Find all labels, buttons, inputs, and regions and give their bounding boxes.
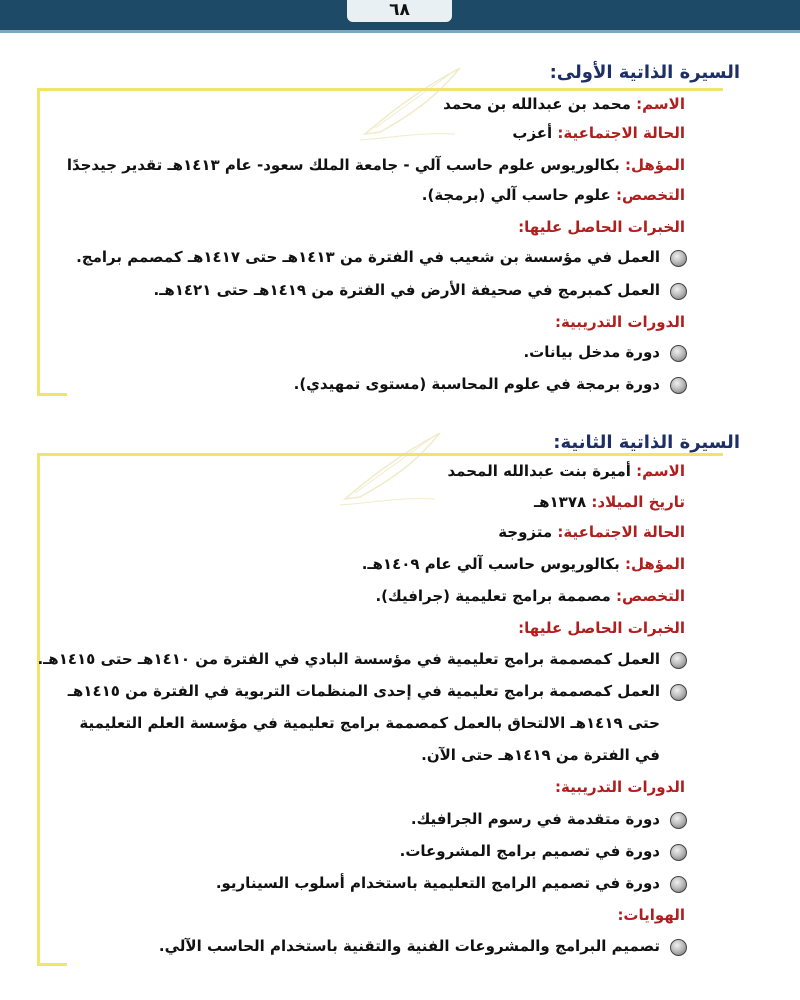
cv1-name-label: الاسم:	[636, 95, 685, 113]
cv2-birth-value: ١٣٧٨هـ	[534, 493, 587, 511]
cv1-marital-row	[512, 124, 685, 142]
cv1-qualification-value: بكالوريوس علوم حاسب آلي - جامعة الملك سعود- عام ١٤١٣هـ تقدير جيدجدًا	[66, 156, 620, 174]
cv1-courses-heading: الدورات التدريبية:	[554, 313, 685, 331]
bullet-icon	[670, 377, 687, 394]
cv2-marital-row	[498, 523, 685, 541]
cv2-birth-label: تاريخ الميلاد:	[591, 493, 685, 511]
bullet-icon	[670, 283, 687, 300]
cv2-qualification-value: بكالوريوس حاسب آلي عام ١٤٠٩هـ.	[361, 555, 620, 573]
cv1-specialization-label: التخصص:	[616, 186, 685, 204]
cv2-title: السيرة الذاتية الثانية:	[553, 432, 740, 453]
cv2-hobbies-heading: الهوايات:	[617, 906, 685, 924]
page-number: ٦٨	[345, 0, 454, 24]
bullet-icon	[670, 652, 687, 669]
cv1-specialization-row	[422, 186, 685, 204]
cv1-title: السيرة الذاتية الأولى:	[549, 62, 740, 83]
bullet-icon	[670, 812, 687, 829]
bullet-icon	[670, 876, 687, 893]
cv2-frame-bottom	[37, 963, 67, 966]
cv2-qualification-label: المؤهل:	[624, 555, 685, 573]
cv2-experience-item: العمل كمصممة برامج تعليمية في إحدى المنظمات التربوية في الفترة من ١٤١٥هـ	[67, 682, 660, 700]
cv1-experience-heading: الخبرات الحاصل عليها:	[518, 218, 685, 236]
cv2-courses-heading: الدورات التدريبية:	[554, 778, 685, 796]
cv1-course-item: دورة مدخل بيانات.	[523, 343, 660, 361]
bullet-icon	[670, 345, 687, 362]
cv2-specialization-label: التخصص:	[616, 587, 685, 605]
cv2-name-row	[448, 462, 686, 480]
cv1-frame-bottom	[37, 393, 67, 396]
bullet-icon	[670, 250, 687, 267]
cv1-name-value: محمد بن عبدالله بن محمد	[443, 95, 631, 113]
cv1-course-item: دورة برمجة في علوم المحاسبة (مستوى تمهيدي).	[293, 375, 660, 393]
cv2-marital-label: الحالة الاجتماعية:	[557, 523, 685, 541]
cv2-marital-value: متزوجة	[498, 523, 553, 541]
cv2-course-item: دورة في تصميم برامج المشروعات.	[399, 842, 660, 860]
header-divider	[0, 30, 800, 33]
cv1-qualification-label: المؤهل:	[624, 156, 685, 174]
cv2-course-item: دورة في تصميم الرامج التعليمية باستخدام أسلوب السيناريو.	[215, 874, 660, 892]
cv2-experience-heading: الخبرات الحاصل عليها:	[518, 619, 685, 637]
cv2-experience-continuation: حتى ١٤١٩هـ الالتحاق بالعمل كمصممة برامج تعليمية في مؤسسة العلم التعليمية	[79, 714, 660, 732]
bullet-icon	[670, 939, 687, 956]
cv2-name-label: الاسم:	[636, 462, 685, 480]
cv2-experience-continuation: في الفترة من ١٤١٩هـ حتى الآن.	[421, 746, 660, 764]
cv2-experience-item: العمل كمصممة برامج تعليمية في مؤسسة البادي في الفترة من ١٤١٠هـ حتى ١٤١٥هـ.	[37, 650, 660, 668]
cv1-name-row	[443, 95, 685, 113]
cv1-marital-value: أعزب	[512, 124, 553, 142]
cv2-hobby-item: تصميم البرامج والمشروعات الفنية والتقنية باستخدام الحاسب الآلي.	[158, 937, 660, 955]
cv2-course-item: دورة متقدمة في رسوم الجرافيك.	[410, 810, 660, 828]
cv2-birth-row	[534, 493, 685, 511]
cv1-experience-item: العمل كمبرمج في صحيفة الأرض في الفترة من ١٤١٩هـ حتى ١٤٢١هـ.	[153, 281, 660, 299]
cv1-experience-item: العمل في مؤسسة بن شعيب في الفترة من ١٤١٣هـ حتى ١٤١٧هـ كمصمم برامج.	[76, 248, 660, 266]
bullet-icon	[670, 844, 687, 861]
cv2-specialization-row	[375, 587, 685, 605]
cv2-name-value: أميرة بنت عبدالله المحمد	[447, 462, 631, 480]
cv1-qualification-row	[67, 156, 685, 174]
quill-icon	[340, 427, 450, 507]
cv2-specialization-value: مصممة برامج تعليمية (جرافيك).	[375, 587, 611, 605]
cv1-marital-label: الحالة الاجتماعية:	[557, 124, 685, 142]
bullet-icon	[670, 684, 687, 701]
cv2-qualification-row	[362, 555, 685, 573]
cv1-specialization-value: علوم حاسب آلي (برمجة).	[421, 186, 611, 204]
